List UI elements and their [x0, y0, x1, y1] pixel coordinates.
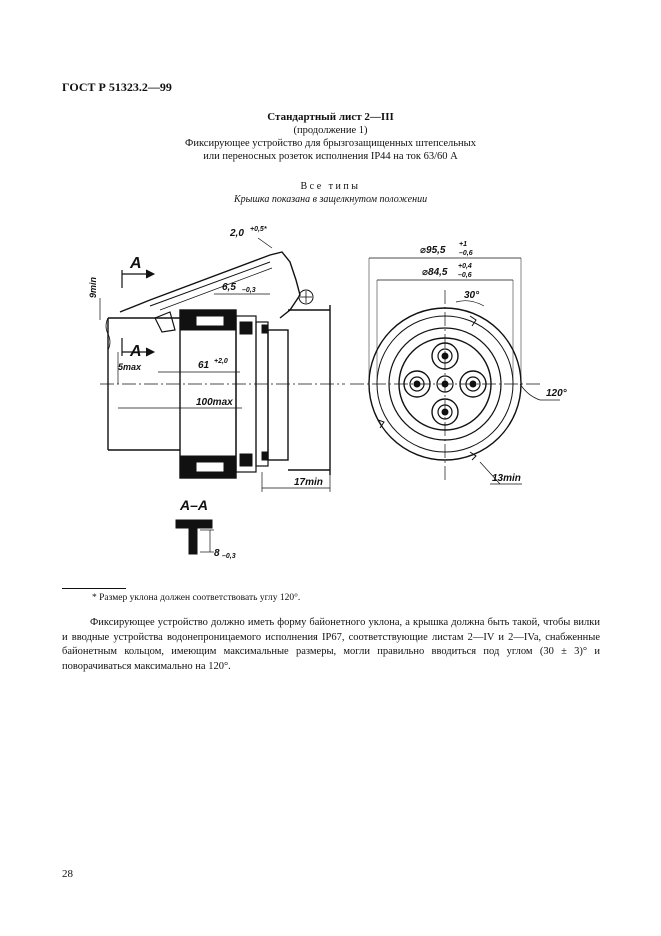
dim-95-5-tol-up: +1 — [459, 241, 467, 248]
page-number: 28 — [62, 868, 73, 880]
footnote: * Размер уклона должен соответствовать углу 120°. — [92, 593, 301, 603]
dim-17min: 17min — [294, 477, 323, 488]
dim-100max: 100max — [196, 397, 233, 408]
dim-95-5-tol-dn: –0,6 — [459, 250, 473, 257]
title-line-1: Фиксирующее устройство для брызгозащищенных штепсельных — [185, 138, 476, 149]
dim-61: 61 — [198, 360, 210, 371]
section-a-a — [176, 520, 214, 554]
dim-6-5-tol: –0,3 — [242, 287, 256, 294]
sheet-title: Стандартный лист 2—III — [267, 111, 394, 123]
body-paragraph: Фиксирующее устройство должно иметь форму байонетного уклона, а крышка должна быть такой, чтобы вилки и вводные устройства водонепроницаемого исполнения IP67, соответствующие листам 2—IV и 2—IVa, снабженные байонетным кольцом, имеющим максимальные размеры, могли правильно вводиться под углом (30 ± 3)° и поворачиваться максимально на 120°. — [62, 617, 600, 672]
section-label-bottom: А — [130, 343, 142, 360]
all-types-label: Все типы — [300, 181, 361, 192]
dim-8: 8 — [214, 548, 220, 559]
dim-6-5: 6,5 — [222, 282, 236, 293]
dim-2-0-tol: +0,5* — [250, 226, 267, 233]
section-label-top: А — [130, 255, 142, 272]
dim-9min: 9min — [88, 276, 98, 298]
dim-8-tol: –0,3 — [222, 553, 236, 560]
dim-95-5: ⌀95,5 — [420, 245, 446, 256]
footnote-divider — [62, 588, 126, 589]
dim-61-tol: +2,0 — [214, 358, 228, 365]
section-title: А–А — [180, 497, 209, 513]
dim-13min: 13min — [492, 473, 521, 484]
title-line-2: или переносных розеток исполнения IP44 на ток 63/60 А — [203, 151, 458, 162]
dim-2-0: 2,0 — [230, 228, 244, 239]
front-view — [350, 258, 560, 484]
continuation-note: (продолжение 1) — [293, 125, 368, 136]
dim-30deg: 30° — [464, 290, 480, 301]
dim-120deg: 120° — [546, 388, 567, 399]
dim-84-5: ⌀84,5 — [422, 267, 448, 278]
dim-84-5-tol-dn: –0,6 — [458, 272, 472, 279]
standard-header: ГОСТ Р 51323.2—99 — [62, 80, 172, 94]
cover-note: Крышка показана в защелкнутом положении — [233, 194, 428, 205]
dim-84-5-tol-up: +0,4 — [458, 263, 472, 270]
dim-5max: 5max — [118, 362, 142, 372]
